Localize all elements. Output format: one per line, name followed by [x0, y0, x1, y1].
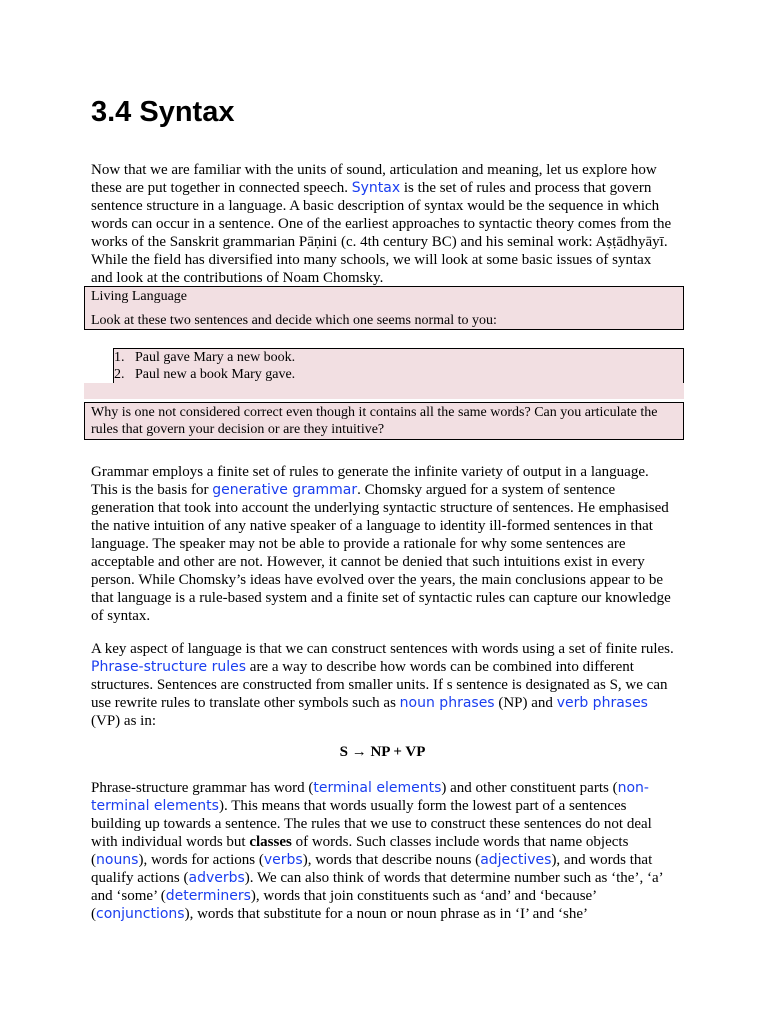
- phrase-text-a: A key aspect of language is that we can construct sentences with words using a set of finite rules.: [91, 641, 674, 657]
- grammar-text-a: Grammar employs a finite set of rules to generate the infinite variety of output in a language. This is the basis for: [91, 464, 649, 498]
- example-sentences-box: [113, 348, 684, 385]
- text-segment: ), words that join constituents such as ‘and’ and ‘because’ (: [91, 888, 597, 922]
- term-noun-phrases[interactable]: noun phrases: [399, 695, 495, 711]
- term-generative-grammar[interactable]: generative grammar: [212, 482, 358, 498]
- text-segment: ), and words that qualify actions (: [91, 852, 653, 886]
- intro-text-a: Now that we are familiar with the units of sound, articulation and meaning, let us explore how these are put together in connected speech.: [91, 162, 657, 196]
- page-content: [91, 94, 674, 160]
- rewrite-rule-formula: S → NP + VP: [339, 744, 426, 760]
- text-segment: ) and other constituent parts (: [441, 780, 618, 796]
- text-segment: Phrase-structure grammar has word (: [91, 780, 314, 796]
- term-non-terminal-elements[interactable]: non-terminal elements: [91, 780, 649, 814]
- question-box: [84, 402, 684, 440]
- term-verb-phrases[interactable]: verb phrases: [556, 695, 648, 711]
- term-verbs[interactable]: verbs: [263, 852, 303, 868]
- list-item-number: 1.: [114, 350, 125, 365]
- grammar-text-b: . Chomsky argued for a system of sentence generation that took into account the underlying syntactic structure of sentences. He emphasised the native intuition of any native speaker of a language to identity ill-formed sentences in that language. The speaker may not be able to provide a rationale for why some sentences are acceptable and other are not. However, it cannot be denied that such intuitions exist in every person. While Chomsky’s ideas have evolved over the years, the main conclusions appear to be that language is a rule-based system and a finite set of syntactic rules can capture our knowledge of syntax.: [91, 482, 671, 624]
- term-terminal-elements[interactable]: terminal elements: [313, 780, 442, 796]
- text-segment: ). We can also think of words that determine number such as ‘the’, ‘a’ and ‘some’ (: [91, 870, 663, 904]
- intro-text-b: is the set of rules and process that govern sentence structure in a language. A basic description of syntax would be the sequence in which words can occur in a sentence. One of the earliest approaches to syntactic theory comes from the works of the Sanskrit grammarian Pāṇini (c. 4th century BC) and his seminal work: Aṣṭādhyāyī. While the field has diversified into many schools, we will look at some basic issues of syntax and look at the contributions of Noam Chomsky.: [91, 180, 672, 286]
- text-segment: ). This means that words usually form the lowest part of a sentences building up towards a sentence. The rules that we use to construct these sentences do not deal with individual words but: [91, 798, 652, 850]
- text-segment: ), words that describe nouns (: [302, 852, 481, 868]
- term-adjectives[interactable]: adjectives: [480, 852, 552, 868]
- intro-paragraph: [91, 161, 674, 287]
- bold-classes: classes: [249, 834, 292, 850]
- pink-band-divider: [84, 383, 684, 399]
- phrase-text-d: (VP) as in:: [91, 713, 156, 729]
- term-conjunctions[interactable]: conjunctions: [96, 906, 185, 922]
- constituents-paragraph: [91, 779, 674, 923]
- list-item: [114, 349, 683, 366]
- term-adverbs[interactable]: adverbs: [188, 870, 245, 886]
- living-language-prompt: Look at these two sentences and decide which one seems normal to you:: [91, 313, 497, 328]
- section-heading: 3.4 Syntax: [91, 96, 235, 128]
- list-item-number: 2.: [114, 367, 125, 382]
- list-item-text: Paul new a book Mary gave.: [135, 367, 296, 382]
- example-sentences-list: [114, 349, 683, 383]
- text-segment: ), words for actions (: [138, 852, 264, 868]
- text-segment: of words. Such classes include words that name objects (: [91, 834, 629, 868]
- phrase-text-c: (NP) and: [494, 695, 557, 711]
- term-syntax[interactable]: Syntax: [351, 180, 401, 196]
- term-determiners[interactable]: determiners: [165, 888, 251, 904]
- question-text: Why is one not considered correct even though it contains all the same words? Can you articulate the rules that govern your decision or are they intuitive?: [91, 405, 658, 437]
- term-nouns[interactable]: nouns: [96, 852, 139, 868]
- grammar-paragraph: [91, 463, 674, 625]
- list-item-text: Paul gave Mary a new book.: [135, 350, 296, 365]
- term-phrase-structure-rules[interactable]: Phrase-structure rules: [91, 659, 247, 675]
- living-language-title: Living Language: [91, 289, 188, 304]
- living-language-box: [84, 286, 684, 330]
- phrase-structure-paragraph: [91, 640, 674, 730]
- text-segment: ), words that substitute for a noun or noun phrase as in ‘I’ and ‘she’: [184, 906, 588, 922]
- list-item: [114, 366, 683, 383]
- phrase-text-b: are a way to describe how words can be combined into different structures. Sentences are constructed from smaller units. If s sentence is designated as S, we can use rewrite rules to translate other symbols such as: [91, 659, 668, 711]
